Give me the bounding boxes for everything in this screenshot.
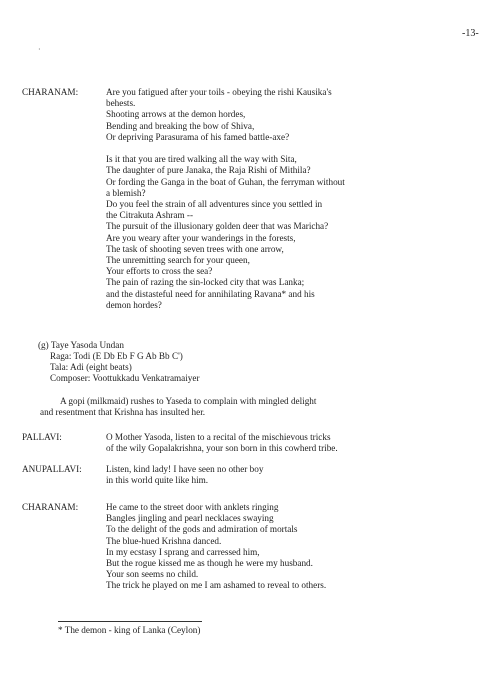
footnote: * The demon - king of Lanka (Ceylon) [58, 625, 201, 635]
verse-line: Is it that you are tired walking all the way with Sita, [106, 154, 297, 165]
charanam-label: CHARANAM: [22, 502, 79, 512]
verse-line: Do you feel the strain of all adventures since you settled in [106, 199, 323, 210]
verse-line: behests. [106, 98, 136, 109]
intro-line: and resentment that Krishna has insulted her. [40, 407, 206, 418]
verse-line: In my ecstasy I sprang and carressed him, [106, 546, 260, 557]
verse-line: O Mother Yasoda, listen to a recital of the mischievous tricks [106, 432, 331, 442]
verse-line: Are you weary after your wanderings in the forests, [106, 232, 296, 243]
verse-line: the Citrakuta Ashram -- [106, 210, 194, 221]
charanam-label: CHARANAM: [22, 87, 79, 97]
verse-line: Bangles jingling and pearl necklaces swaying [106, 513, 274, 524]
intro-paragraph [40, 396, 490, 418]
verse-line: Shooting arrows at the demon hordes, [106, 109, 246, 120]
song-heading: (g) Taye Yasoda Undan [38, 340, 124, 350]
anupallavi-label: ANUPALLAVI: [22, 464, 82, 474]
verse-line: The unremitting search for your queen, [106, 255, 250, 266]
verse-line: a blemish? [106, 187, 146, 198]
verse-line: Your son seems no child. [106, 569, 199, 580]
verse-line: Or fording the Ganga in the boat of Guhan, the ferryman without [106, 176, 345, 187]
verse-line: Your efforts to cross the sea? [106, 266, 213, 277]
verse-line: To the delight of the gods and admiration of mortals [106, 524, 298, 535]
page-mark: · [38, 45, 41, 54]
verse-line: Are you fatigued after your toils - obeying the rishi Kausika's [106, 87, 332, 97]
song-details [50, 351, 200, 385]
pallavi-text [106, 432, 490, 454]
verse-line: The pursuit of the illusionary golden deer that was Maricha? [106, 221, 329, 232]
verse-line: Bending and breaking the bow of Shiva, [106, 120, 255, 131]
verse-line: Or depriving Parasurama of his famed battle-axe? [106, 131, 290, 142]
anupallavi-text [106, 464, 490, 486]
page-number: -13- [462, 28, 479, 39]
charanam-text [106, 87, 490, 311]
verse-line: But the rogue kissed me as though he were my husband. [106, 558, 313, 569]
charanam-text [106, 502, 490, 592]
verse-line: of the wily Gopalakrishna, your son born in this cowherd tribe. [106, 443, 338, 454]
verse-line: Listen, kind lady! I have seen no other boy [106, 464, 264, 474]
verse-line: demon hordes? [106, 299, 162, 310]
verse-line: He came to the street door with anklets ringing [106, 502, 279, 512]
verse-line: The trick he played on me I am ashamed to reveal to others. [106, 580, 327, 591]
composer-line: Composer: Voottukkadu Venkatramaiyer [50, 373, 200, 384]
verse-line: The pain of razing the sin-locked city that was Lanka; [106, 277, 305, 288]
verse-line: and the distasteful need for annihilating Ravana* and his [106, 288, 315, 299]
intro-line: A gopi (milkmaid) rushes to Yaseda to complain with mingled delight [60, 396, 317, 406]
verse-line: The daughter of pure Janaka, the Raja Rishi of Mithila? [106, 165, 311, 176]
raga-line: Raga: Todi (E Db Eb F G Ab Bb C') [50, 351, 183, 361]
verse-line: in this world quite like him. [106, 475, 209, 486]
pallavi-label: PALLAVI: [22, 432, 62, 442]
verse-line: The blue-hued Krishna danced. [106, 535, 222, 546]
verse-line: The task of shooting seven trees with one arrow, [106, 243, 284, 254]
tala-line: Tala: Adi (eight beats) [50, 362, 132, 373]
footnote-rule [58, 621, 202, 622]
